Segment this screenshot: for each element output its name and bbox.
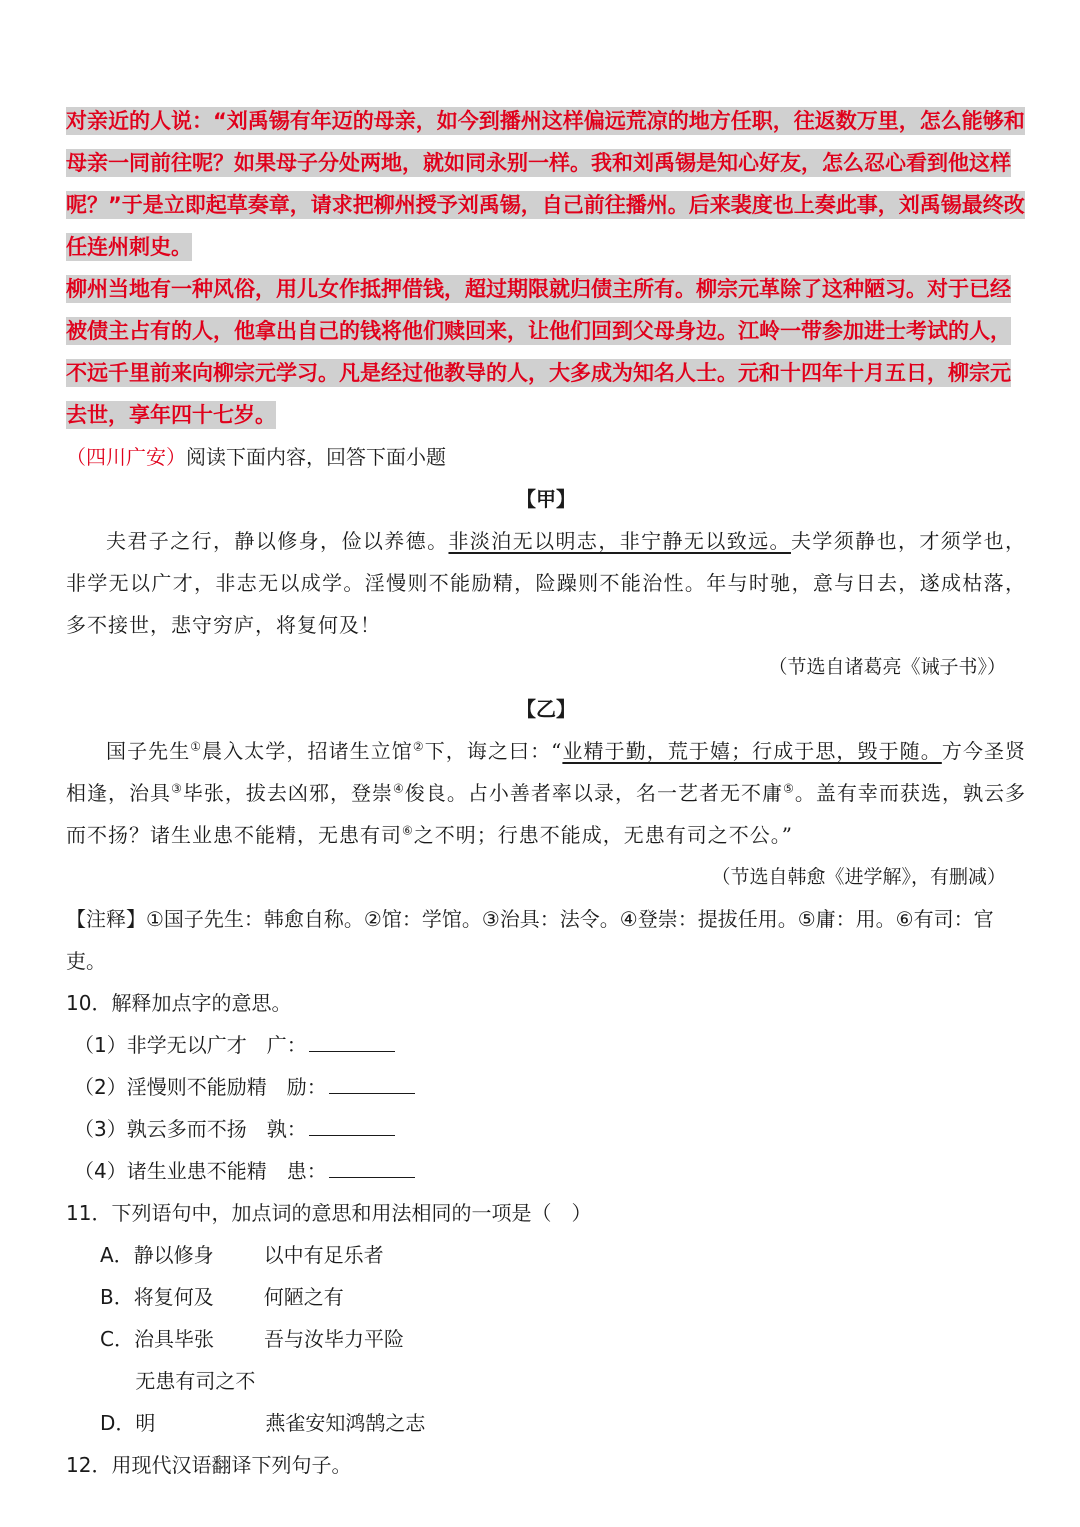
question-11-title: 11．下列语句中，加点词的意思和用法相同的一项是（ ） <box>66 1201 592 1225</box>
question-10-title: 10．解释加点字的意思。 <box>66 991 292 1015</box>
option-c[interactable]: C．治具毕张 吾与汝毕力平险 <box>100 1327 404 1351</box>
jia-underlined-sentence: 非淡泊无以明志，非宁静无以致远。 <box>448 529 791 553</box>
yi-underlined-sentence: 业精于勤，荒于嬉；行成于思，毁于随。 <box>562 739 942 763</box>
jia-title: 【甲】 <box>516 487 576 511</box>
option-a[interactable]: A．静以修身 以中有足乐者 <box>100 1243 384 1267</box>
question-12-title: 12．用现代汉语翻译下列句子。 <box>66 1453 352 1477</box>
question-10-item: （4）诸生业患不能精 患： <box>66 1150 1026 1192</box>
yi-source: （节选自韩愈《进学解》，有删减） <box>711 866 1006 888</box>
option-d[interactable]: D．无患有司之不明 燕雀安知鸿鹄之志 <box>100 1369 426 1435</box>
document-page <box>66 100 1026 1486</box>
jia-text: 夫君子之行，静以修身，俭以养德。非淡泊无以明志，非宁静无以致远。夫学须静也，才须学也，非学无以广才，非志无以成学。淫慢则不能励精，险躁则不能治性。年与时驰，意与日去，遂成枯落，多不接世，悲守穷庐，将复何及！ <box>66 529 1027 637</box>
answer-blank[interactable] <box>329 1073 415 1094</box>
translation-paragraph-2: 柳州当地有一种风俗，用儿女作抵押借钱，超过期限就归债主所有。柳宗元革除了这种陋习。对于已经被债主占有的人，他拿出自己的钱将他们赎回来，让他们回到父母身边。江岭一带参加进士考试的人，不远千里前来向柳宗元学习。凡是经过他教导的人，大多成为知名人士。元和十四年十月五日，柳宗元去世，享年四十七岁。 <box>66 277 1011 427</box>
question-10-item: （2）淫慢则不能励精 励： <box>66 1066 1026 1108</box>
translation-paragraph-1: 对亲近的人说：“刘禹锡有年迈的母亲，如今到播州这样偏远荒凉的地方任职，往返数万里，怎么能够和母亲一同前往呢？如果母子分处两地，就如同永别一样。我和刘禹锡是知心好友，怎么忍心看到他这样呢？”于是立即起草奏章，请求把柳州授予刘禹锡，自己前往播州。后来裴度也上奏此事，刘禹锡最终改任连州刺史。 <box>66 109 1025 259</box>
option-b[interactable]: B．将复何及 何陋之有 <box>100 1285 344 1309</box>
annotations: 【注释】①国子先生：韩愈自称。②馆：学馆。③治具：法令。④登崇：提拔任用。⑤庸：用。⑥有司：官吏。 <box>66 907 994 973</box>
source-tag: （四川广安） <box>66 445 186 469</box>
section-header <box>66 436 1026 478</box>
yi-title: 【乙】 <box>516 697 576 721</box>
yi-text: 国子先生①晨入太学，招诸生立馆②下，诲之曰：“业精于勤，荒于嬉；行成于思，毁于随。方今圣贤相逢，治具③毕张，拔去凶邪，登崇④俊良。占小善者率以录，名一艺者无不庸⑤。盖有幸而获选，孰云多而不扬？诸生业患不能精，无患有司⑥之不明；行患不能成，无患有司之不公。” <box>66 739 1027 847</box>
answer-blank[interactable] <box>309 1031 395 1052</box>
question-10-item: （1）非学无以广才 广： <box>66 1024 1026 1066</box>
question-10-item: （3）孰云多而不扬 孰： <box>66 1108 1026 1150</box>
translation-block <box>66 100 1026 436</box>
answer-blank[interactable] <box>309 1115 395 1136</box>
answer-blank[interactable] <box>329 1157 415 1178</box>
jia-source: （节选自诸葛亮《诫子书》） <box>768 656 1006 678</box>
instruction: 阅读下面内容，回答下面小题 <box>186 445 446 469</box>
